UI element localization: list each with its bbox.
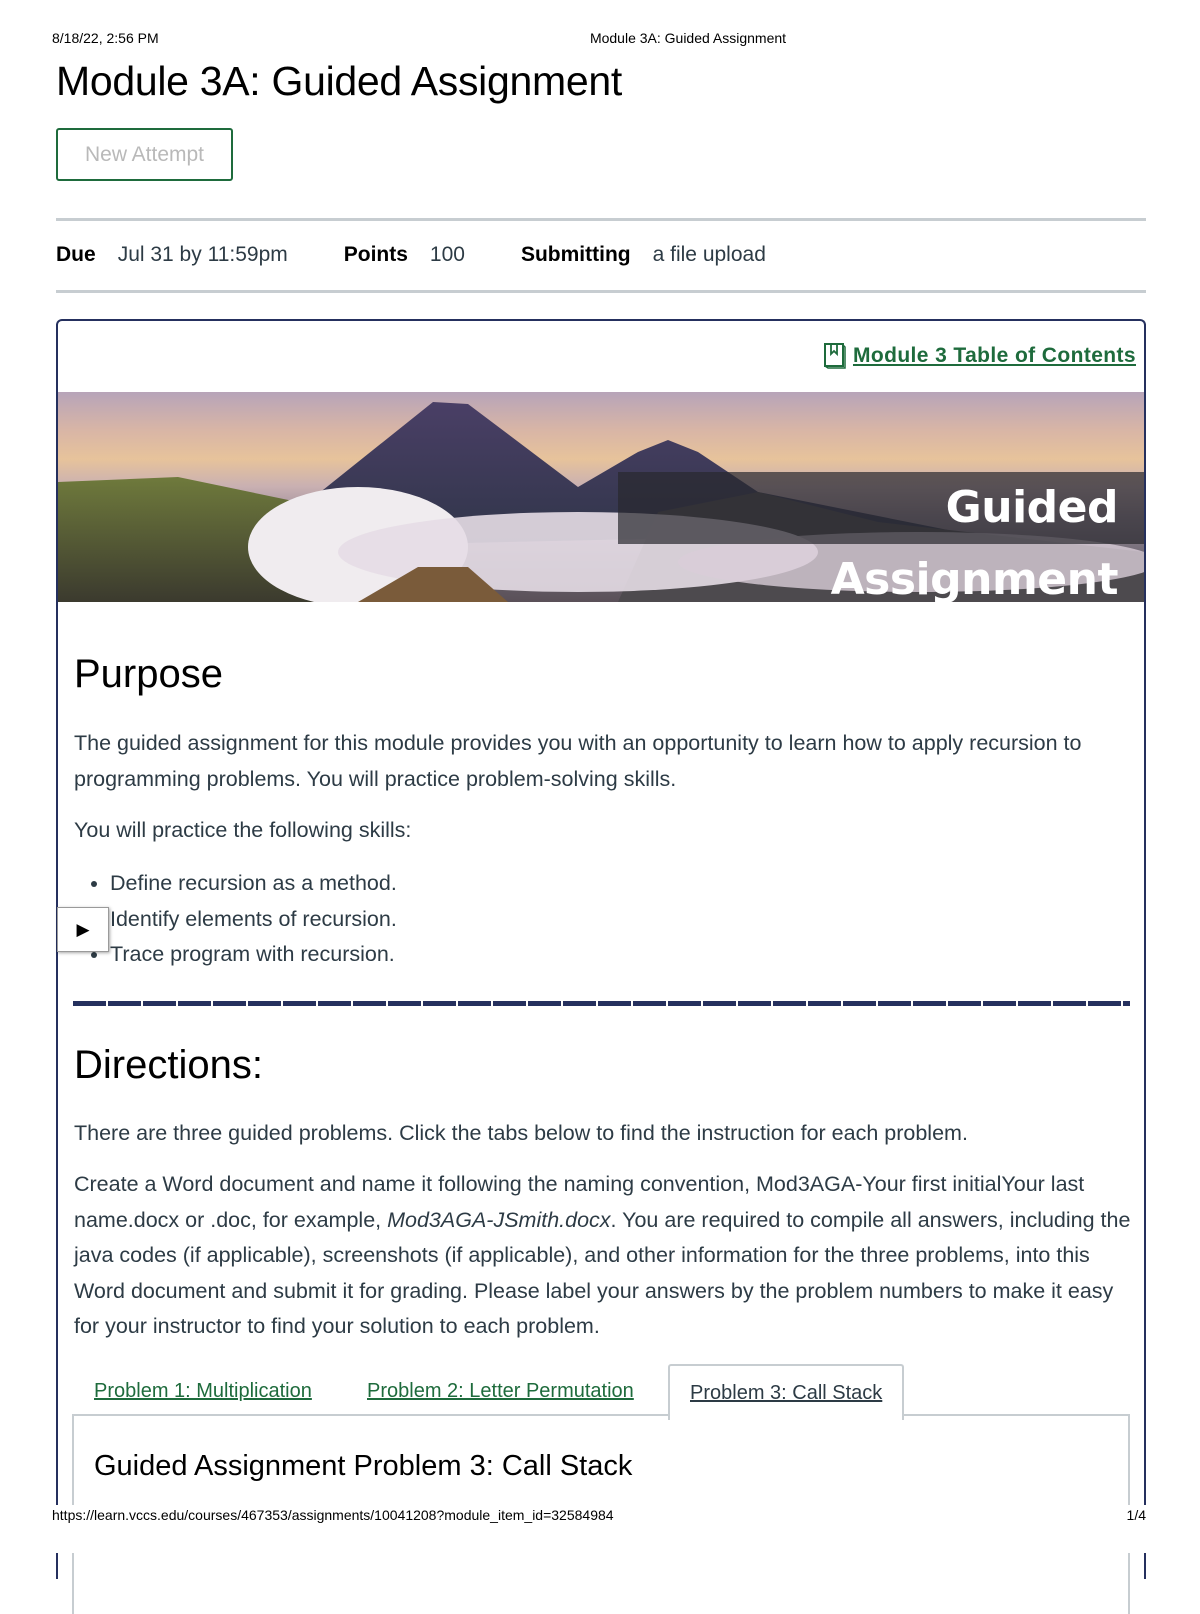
directions-heading: Directions: (74, 1043, 263, 1087)
purpose-paragraph: The guided assignment for this module provides you with an opportunity to learn how to apply recursion to programming problems. You will practice problem-solving skills. (74, 731, 1082, 791)
banner-caption: Guided Assignment (830, 482, 1118, 602)
print-url: https://learn.vccs.edu/courses/467353/assignments/10041208?module_item_id=32584984 (52, 1507, 614, 1523)
panel-title: Guided Assignment Problem 3: Call Stack (94, 1450, 633, 1482)
filename-example: Mod3AGA-JSmith.docx (387, 1207, 611, 1232)
divider (56, 218, 1146, 221)
print-header (0, 30, 1200, 48)
print-date: 8/18/22, 2:56 PM (52, 30, 159, 46)
module-toc-link[interactable] (823, 342, 1136, 370)
banner-image (58, 392, 1144, 602)
tab-problem-3[interactable]: Problem 3: Call Stack (668, 1364, 904, 1420)
directions-paragraph-1: There are three guided problems. Click the tabs below to find the instruction for each problem. (74, 1121, 968, 1145)
directions-text: . You are required to compile all answers, including the java codes (if applicable), screenshots (if applicable), and other information for the three problems, into this Word document and submit it for grading. Please label your answers by the problem numbers to make it easy for your instructor to find your solution to each problem. (74, 1207, 1131, 1338)
tab-problem-1[interactable]: Problem 1: Multiplication (94, 1380, 312, 1402)
new-attempt-button[interactable]: New Attempt (56, 128, 233, 181)
list-item: • Identify elements of recursion. (110, 902, 397, 938)
page-number: 1/4 (1126, 1507, 1146, 1523)
due-label: Due (56, 243, 96, 266)
divider (56, 290, 1146, 293)
page-title: Module 3A: Guided Assignment (56, 58, 622, 104)
due-value: Jul 31 by 11:59pm (117, 243, 288, 266)
play-icon: ▶ (76, 919, 90, 939)
book-icon (823, 342, 847, 370)
directions-paragraph-2 (74, 1167, 1134, 1345)
skills-intro: You will practice the following skills: (74, 818, 412, 842)
submitting-value: a file upload (652, 243, 766, 266)
points-label: Points (343, 243, 408, 266)
list-item: • Trace program with recursion. (110, 937, 397, 973)
tab-problem-2[interactable]: Problem 2: Letter Permutation (367, 1380, 634, 1402)
skills-list (74, 866, 397, 973)
purpose-heading: Purpose (74, 652, 223, 696)
problem-tabs (72, 1364, 1130, 1424)
play-button[interactable] (57, 907, 109, 952)
submitting-label: Submitting (520, 243, 631, 266)
dashed-divider (73, 1001, 1130, 1006)
directions-text: Create a Word document and name it following the naming convention, Mod3AGA-Your first initialYour last name.docx or .doc, for example, (74, 1172, 1085, 1232)
assignment-details (56, 243, 822, 267)
list-item: • Define recursion as a method. (110, 866, 397, 902)
print-title: Module 3A: Guided Assignment (589, 30, 787, 46)
print-footer (0, 1505, 1200, 1553)
points-value: 100 (429, 243, 465, 266)
toc-link-label: Module 3 Table of Contents (852, 344, 1136, 367)
